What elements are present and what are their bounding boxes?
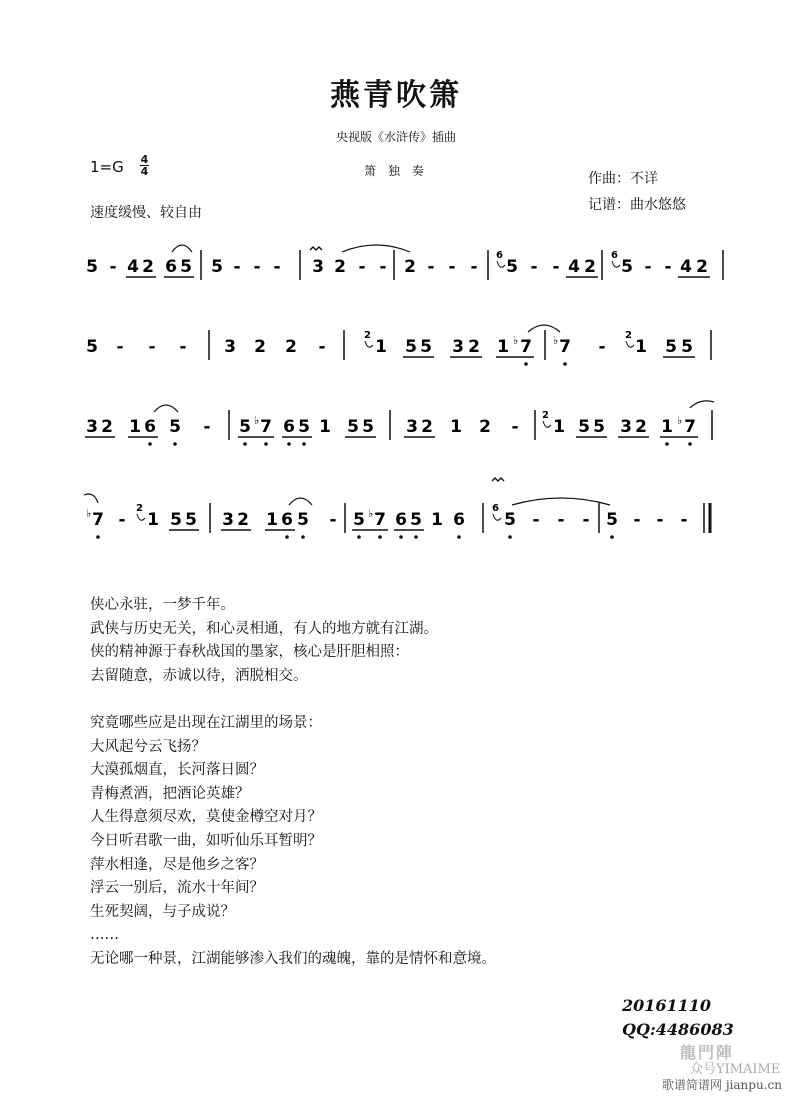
grace-hook — [626, 341, 634, 347]
note: - — [664, 257, 672, 277]
flat-sign: ♭ — [368, 507, 374, 520]
slur — [512, 498, 610, 505]
note: 2 — [334, 257, 346, 277]
note: 5 — [169, 417, 181, 437]
octave-dot — [357, 535, 361, 539]
octave-dot — [378, 535, 382, 539]
note: 3 — [222, 510, 234, 530]
note: 5 — [420, 337, 432, 357]
lyric-line: 大风起兮云飞扬？ — [90, 738, 206, 755]
slur — [690, 401, 714, 408]
lyric-line: 人生得意须尽欢，莫使金樽空对月？ — [90, 809, 322, 826]
note: - — [379, 257, 387, 277]
note: 1 — [147, 510, 159, 530]
note: 4 — [127, 257, 139, 277]
note: 2 — [142, 257, 154, 277]
note: - — [427, 257, 435, 277]
note: 5 — [185, 510, 197, 530]
note: 5 — [362, 417, 374, 437]
octave-dot — [524, 362, 528, 366]
note: - — [179, 337, 187, 357]
note: 5 — [593, 417, 605, 437]
note: 3 — [86, 417, 98, 437]
date-stamp: 20161110 — [622, 996, 712, 1015]
flat-sign: ♭ — [553, 334, 559, 347]
slur — [84, 494, 98, 503]
note: 6 — [453, 510, 465, 530]
octave-dot — [301, 535, 305, 539]
note: - — [532, 510, 540, 530]
lyric-line — [90, 688, 496, 712]
lyric-line: 萍水相逢，尽是他乡之客？ — [90, 856, 264, 873]
note: - — [148, 337, 156, 357]
note: - — [203, 417, 211, 437]
note: - — [118, 510, 126, 530]
note: 6 — [165, 257, 177, 277]
note: 1 — [450, 417, 462, 437]
note: 5 — [86, 337, 98, 357]
octave-dot — [563, 362, 567, 366]
note: 7 — [520, 337, 532, 357]
note: - — [511, 417, 519, 437]
octave-dot — [285, 535, 289, 539]
note: 2 — [101, 417, 113, 437]
note: 5 — [606, 510, 618, 530]
note: - — [358, 257, 366, 277]
note: - — [448, 257, 456, 277]
grace-hook — [493, 514, 501, 520]
note: - — [656, 510, 664, 530]
octave-dot — [173, 442, 177, 446]
lyric-line: 侠的精神源于春秋战国的墨家，核心是肝胆相照： — [90, 644, 409, 661]
lyric-line: 今日听君歌一曲，如听仙乐耳暂明？ — [90, 832, 322, 849]
flat-sign: ♭ — [513, 334, 519, 347]
slur — [154, 405, 178, 412]
note: 5 — [621, 257, 633, 277]
note: 5 — [578, 417, 590, 437]
grace-note: 6 — [496, 250, 503, 261]
note: 2 — [237, 510, 249, 530]
note: 5 — [297, 510, 309, 530]
note: - — [633, 510, 641, 530]
note: 3 — [620, 417, 632, 437]
note: 5 — [665, 337, 677, 357]
grace-hook — [543, 421, 551, 427]
slur — [172, 245, 192, 252]
note: - — [582, 510, 590, 530]
subtitle: 央视版《水浒传》插曲 — [335, 130, 456, 144]
note: 3 — [224, 337, 236, 357]
note: 5 — [180, 257, 192, 277]
lyric-line: 生死契阔，与子成说？ — [90, 903, 235, 920]
note: - — [557, 510, 565, 530]
note: 2 — [584, 257, 596, 277]
octave-dot — [457, 535, 461, 539]
lyric-line: 究竟哪些应是出现在江湖里的场景： — [90, 714, 322, 731]
instrument-label: 箫 独 奏 — [364, 164, 428, 178]
octave-dot — [508, 535, 512, 539]
note: 5 — [410, 510, 422, 530]
trill-mark — [492, 478, 504, 481]
note: 1 — [661, 417, 673, 437]
note: - — [598, 337, 606, 357]
note: 3 — [406, 417, 418, 437]
slur — [289, 498, 312, 505]
lyric-line: …… — [90, 927, 119, 944]
note: 5 — [506, 257, 518, 277]
transcriber-credit: 记谱：曲水悠悠 — [588, 197, 686, 213]
page-title: 燕青吹箫 — [330, 78, 462, 113]
note: 1 — [129, 417, 141, 437]
flat-sign: ♭ — [86, 507, 92, 520]
note: 5 — [504, 510, 516, 530]
note: 6 — [283, 417, 295, 437]
note: 3 — [452, 337, 464, 357]
watermark-site: 歌谱简谱网 jianpu.cn — [662, 1078, 782, 1092]
note: 1 — [497, 337, 509, 357]
lyric-line: 武侠与历史无关，和心灵相通，有人的地方就有江湖。 — [90, 620, 438, 637]
grace-note: 6 — [492, 503, 499, 514]
note: 7 — [374, 510, 386, 530]
lyric-line: 无论哪一种景，江湖能够渗入我们的魂魄，靠的是情怀和意境。 — [90, 950, 496, 967]
note: 5 — [347, 417, 359, 437]
note: - — [109, 257, 117, 277]
note: 2 — [285, 337, 297, 357]
note: - — [273, 257, 281, 277]
watermark-text: 众号YIMAIME — [690, 1062, 781, 1077]
note: - — [644, 257, 652, 277]
grace-hook — [365, 341, 373, 347]
note: - — [318, 337, 326, 357]
note: - — [552, 257, 560, 277]
flat-sign: ♭ — [254, 414, 260, 427]
lyric-line: 青梅煮酒，把酒论英雄？ — [90, 785, 250, 802]
lyric-line: 浮云一别后，流水十年间？ — [90, 880, 264, 897]
qq-contact: QQ:4486083 — [622, 1020, 734, 1039]
lyrics-block — [90, 594, 496, 972]
slur — [528, 325, 560, 332]
note: 1 — [319, 417, 331, 437]
note: 5 — [353, 510, 365, 530]
slur — [342, 245, 410, 252]
grace-note: 2 — [136, 503, 143, 514]
lyric-line: 大漠孤烟直，长河落日圆？ — [90, 762, 264, 779]
note: 1 — [266, 510, 278, 530]
note: 2 — [404, 257, 416, 277]
tempo-marking: 速度缓慢、较自由 — [90, 205, 202, 221]
watermark-logo: 龍門陣 — [680, 1043, 735, 1062]
note: 6 — [144, 417, 156, 437]
octave-dot — [665, 442, 669, 446]
grace-hook — [497, 261, 505, 267]
note: 3 — [312, 257, 324, 277]
note: 1 — [431, 510, 443, 530]
note: - — [470, 257, 478, 277]
octave-dot — [688, 442, 692, 446]
composer-credit: 作曲：不详 — [588, 171, 658, 187]
octave-dot — [399, 535, 403, 539]
score-rows — [84, 245, 723, 539]
octave-dot — [414, 535, 418, 539]
note: 2 — [468, 337, 480, 357]
note: 4 — [568, 257, 580, 277]
note: 5 — [239, 417, 251, 437]
key-signature: 1=G — [90, 158, 124, 176]
grace-note: 6 — [611, 250, 618, 261]
note: - — [116, 337, 124, 357]
note: 6 — [395, 510, 407, 530]
lyric-line: 侠心永驻，一梦千年。 — [90, 597, 235, 613]
time-signature-top: 4 — [140, 153, 149, 166]
lyric-line: 去留随意，赤诚以待，洒脱相交。 — [90, 667, 308, 684]
note: 4 — [680, 257, 692, 277]
grace-hook — [137, 514, 145, 520]
note: - — [680, 510, 688, 530]
note: 2 — [254, 337, 266, 357]
grace-hook — [612, 261, 620, 267]
note: - — [329, 510, 337, 530]
note: 7 — [260, 417, 272, 437]
grace-note: 2 — [542, 410, 549, 421]
note: 2 — [479, 417, 491, 437]
note: 2 — [421, 417, 433, 437]
note: 7 — [92, 510, 104, 530]
time-signature-bottom: 4 — [140, 165, 149, 178]
note: 5 — [405, 337, 417, 357]
note: - — [253, 257, 261, 277]
trill-mark — [310, 247, 322, 250]
note: 1 — [375, 337, 387, 357]
note: 7 — [559, 337, 571, 357]
flat-sign: ♭ — [677, 414, 683, 427]
note: 2 — [696, 257, 708, 277]
octave-dot — [302, 442, 306, 446]
note: - — [233, 257, 241, 277]
grace-note: 2 — [364, 330, 371, 341]
octave-dot — [610, 535, 614, 539]
note: 7 — [684, 417, 696, 437]
octave-dot — [96, 535, 100, 539]
octave-dot — [148, 442, 152, 446]
note: 5 — [86, 257, 98, 277]
note: 5 — [681, 337, 693, 357]
octave-dot — [243, 442, 247, 446]
grace-note: 2 — [625, 330, 632, 341]
note: 5 — [298, 417, 310, 437]
note: 5 — [170, 510, 182, 530]
octave-dot — [287, 442, 291, 446]
note: 2 — [635, 417, 647, 437]
note: 6 — [281, 510, 293, 530]
note: - — [530, 257, 538, 277]
note: 1 — [635, 337, 647, 357]
octave-dot — [264, 442, 268, 446]
note: 1 — [553, 417, 565, 437]
note: 5 — [211, 257, 223, 277]
